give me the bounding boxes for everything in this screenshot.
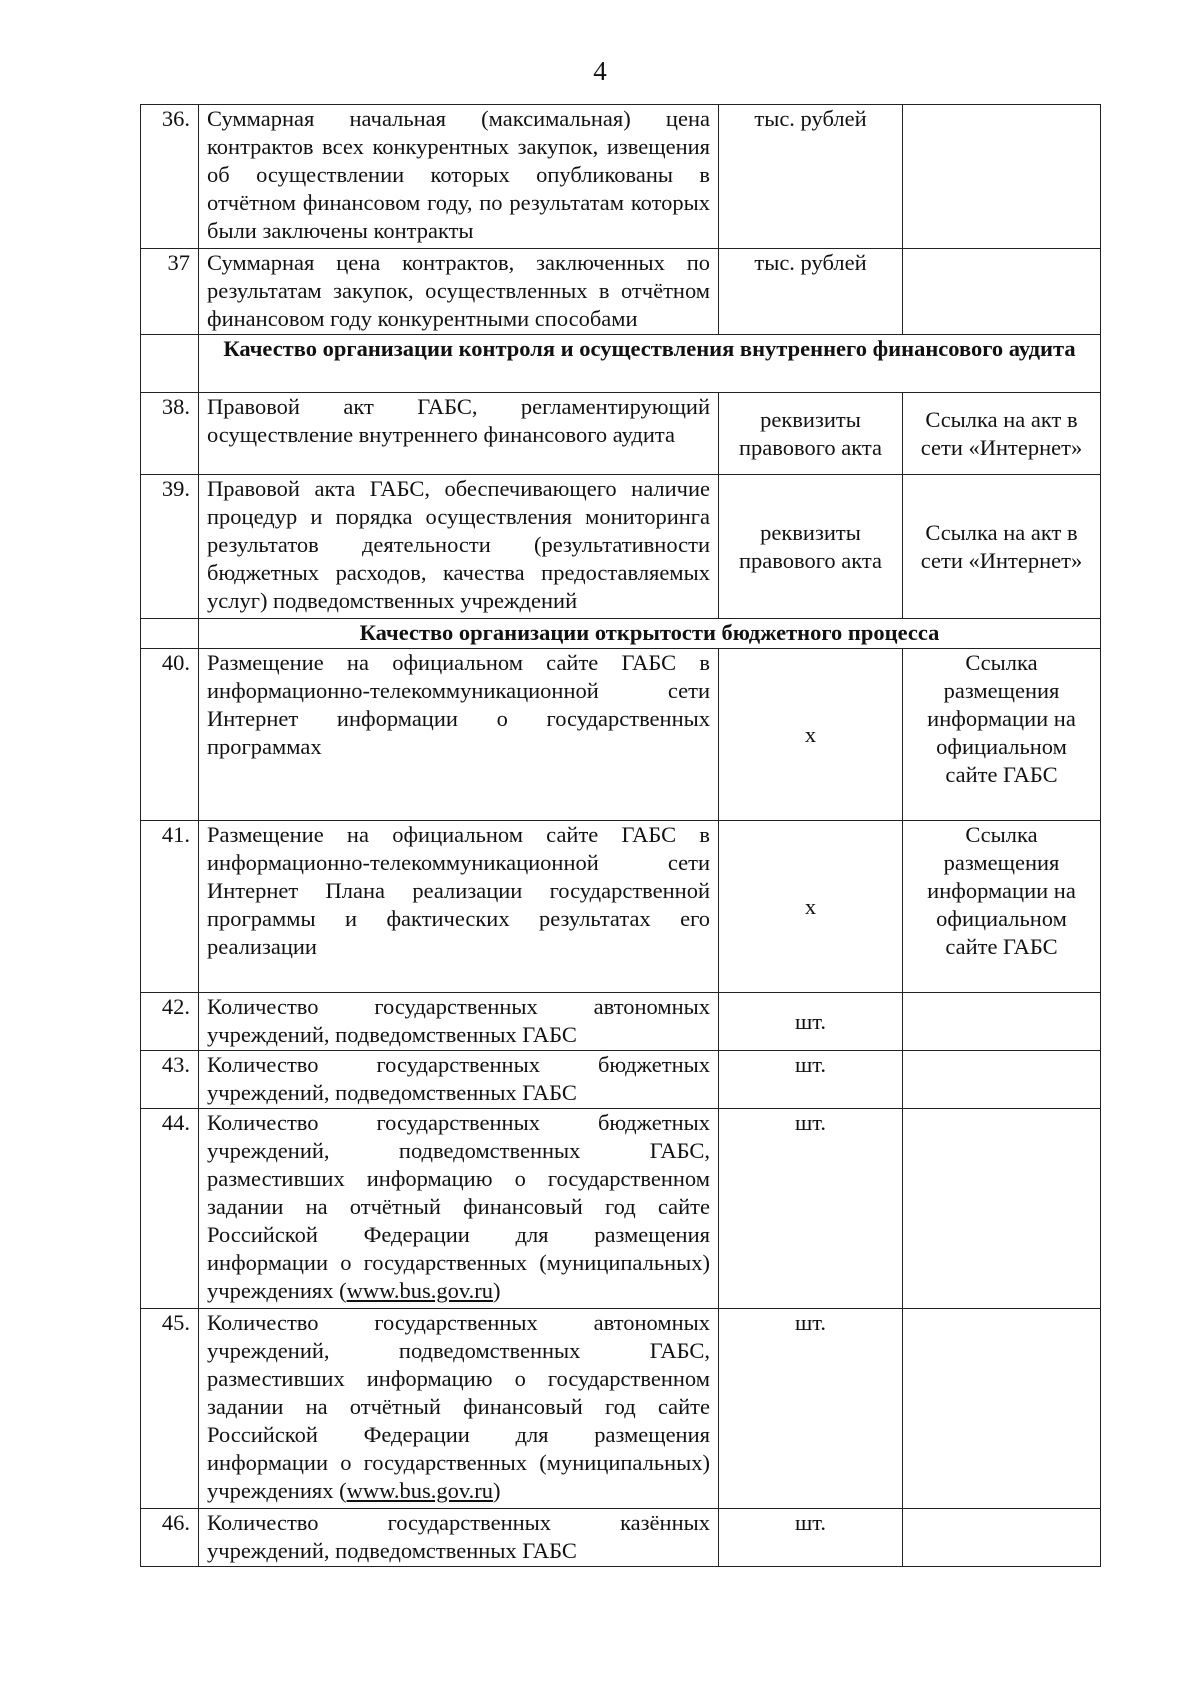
table-row-37 (141, 249, 1101, 335)
link-cell: Ссылка на акт в сети «Интернет» (903, 393, 1101, 475)
table-row-40 (141, 649, 1101, 821)
description-text: Количество государственных бюджетных учреждений, подведомственных ГАБС, разместивших информацию о государственном задании на отчётный финансовый год сайте Российской Федерации для размещения информации о государственных (муниципальных) учреждениях ( (207, 1110, 710, 1303)
table-row-43 (141, 1051, 1101, 1109)
link-cell: Ссылка размещения информации на официальном сайте ГАБС (903, 649, 1101, 821)
unit-of-measure: шт. (719, 1051, 903, 1109)
unit-of-measure: шт. (719, 1509, 903, 1567)
bus-gov-link[interactable]: www.bus.gov.ru (346, 1278, 494, 1303)
indicator-description (199, 1109, 719, 1309)
indicators-table (140, 104, 1101, 1567)
unit-of-measure: шт. (719, 1109, 903, 1309)
table-row-45 (141, 1309, 1101, 1509)
link-cell (903, 1509, 1101, 1567)
indicator-description (199, 1309, 719, 1509)
unit-of-measure: х (719, 649, 903, 821)
unit-of-measure: реквизиты правового акта (719, 393, 903, 475)
table-row-46 (141, 1509, 1101, 1567)
unit-of-measure: шт. (719, 993, 903, 1051)
unit-of-measure: реквизиты правового акта (719, 475, 903, 619)
empty-number-cell (141, 335, 199, 393)
indicator-description: Количество государственных казённых учреждений, подведомственных ГАБС (199, 1509, 719, 1567)
row-number: 40. (141, 649, 199, 821)
row-number: 42. (141, 993, 199, 1051)
link-cell (903, 1309, 1101, 1509)
indicator-description: Количество государственных автономных учреждений, подведомственных ГАБС (199, 993, 719, 1051)
indicator-description: Размещение на официальном сайте ГАБС в информационно-телекоммуникационной сети Интернет информации о государственных программах (199, 649, 719, 821)
link-cell (903, 1109, 1101, 1309)
unit-of-measure: шт. (719, 1309, 903, 1509)
description-text-end: ) (493, 1478, 501, 1503)
indicator-description: Правовой акт ГАБС, регламентирующий осуществление внутреннего финансового аудита (199, 393, 719, 475)
link-cell (903, 249, 1101, 335)
indicator-description: Суммарная начальная (максимальная) цена контрактов всех конкурентных закупок, извещения об осуществлении которых опубликованы в отчётном финансовом году, по результатам которых были заключены контракты (199, 105, 719, 249)
indicator-description: Правовой акта ГАБС, обеспечивающего наличие процедур и порядка осуществления мониторинга результатов деятельности (результативности бюджетных расходов, качества предоставляемых услуг) подведомственных учреждений (199, 475, 719, 619)
description-text: Количество государственных автономных учреждений, подведомственных ГАБС, разместивших информацию о государственном задании на отчётный финансовый год сайте Российской Федерации для размещения информации о государственных (муниципальных) учреждениях ( (207, 1310, 710, 1503)
row-number: 41. (141, 821, 199, 993)
section-heading: Качество организации открытости бюджетного процесса (199, 619, 1101, 649)
row-number: 36. (141, 105, 199, 249)
unit-of-measure: тыс. рублей (719, 249, 903, 335)
empty-number-cell (141, 619, 199, 649)
page-number: 4 (593, 56, 607, 86)
section-heading: Качество организации контроля и осуществления внутреннего финансового аудита (199, 335, 1101, 393)
row-number: 43. (141, 1051, 199, 1109)
table-row-41 (141, 821, 1101, 993)
indicator-description: Количество государственных бюджетных учреждений, подведомственных ГАБС (199, 1051, 719, 1109)
table-row-36 (141, 105, 1101, 249)
section-row-audit (141, 335, 1101, 393)
table-row-42 (141, 993, 1101, 1051)
bus-gov-link[interactable]: www.bus.gov.ru (346, 1478, 494, 1503)
row-number: 38. (141, 393, 199, 475)
link-cell: Ссылка на акт в сети «Интернет» (903, 475, 1101, 619)
link-cell (903, 105, 1101, 249)
link-cell (903, 993, 1101, 1051)
description-text-end: ) (493, 1278, 501, 1303)
table-row-39 (141, 475, 1101, 619)
link-cell: Ссылка размещения информации на официальном сайте ГАБС (903, 821, 1101, 993)
row-number: 37 (141, 249, 199, 335)
unit-of-measure: тыс. рублей (719, 105, 903, 249)
row-number: 44. (141, 1109, 199, 1309)
table-row-38 (141, 393, 1101, 475)
row-number: 45. (141, 1309, 199, 1509)
row-number: 46. (141, 1509, 199, 1567)
table-row-44 (141, 1109, 1101, 1309)
indicator-description: Суммарная цена контрактов, заключенных по результатам закупок, осуществленных в отчётном финансовом году конкурентными способами (199, 249, 719, 335)
unit-of-measure: х (719, 821, 903, 993)
row-number: 39. (141, 475, 199, 619)
indicator-description: Размещение на официальном сайте ГАБС в информационно-телекоммуникационной сети Интернет Плана реализации государственной программы и фактических результатах его реализации (199, 821, 719, 993)
section-row-openness (141, 619, 1101, 649)
link-cell (903, 1051, 1101, 1109)
